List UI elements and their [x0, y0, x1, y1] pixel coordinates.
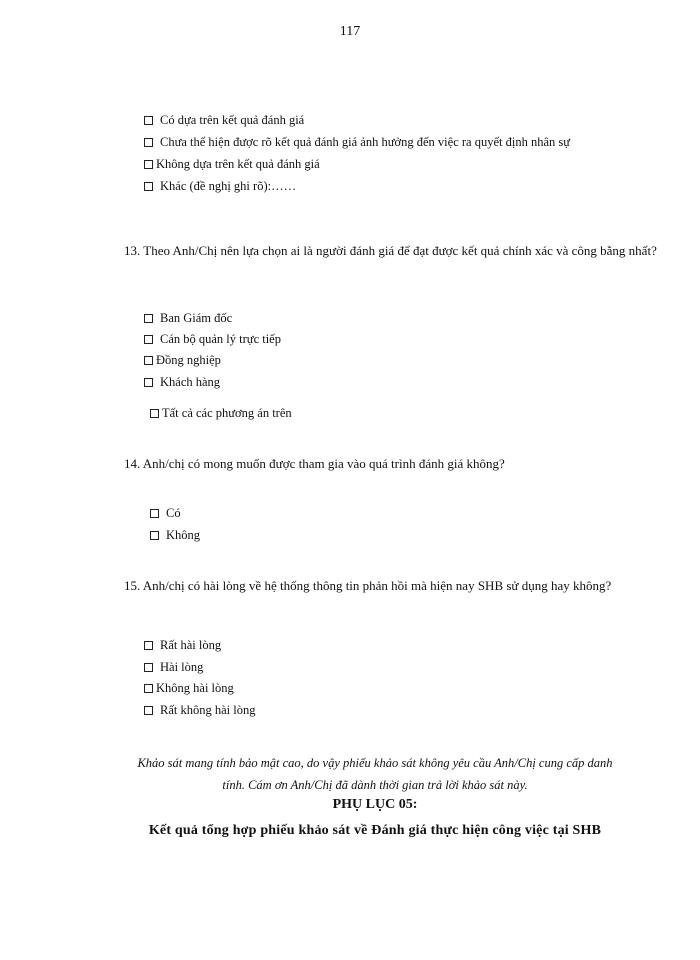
appendix-title: PHỤ LỤC 05:: [332, 797, 418, 812]
q14-option-1[interactable]: [150, 505, 181, 521]
option-label: Không hài lòng: [156, 681, 234, 695]
q13-option-4[interactable]: [144, 374, 220, 390]
q14-option-2[interactable]: [150, 527, 200, 543]
option-label: Chưa thể hiện được rõ kết quả đánh giá ảnh hưởng đến việc ra quyết định nhân sự: [160, 135, 571, 149]
question-13-text: 13. Theo Anh/Chị nên lựa chọn ai là người đánh giá để đạt được kết quả chính xác và công bằng nhất?: [124, 243, 657, 258]
q13-option-5[interactable]: [150, 405, 292, 421]
question-15-text: 15. Anh/chị có hài lòng về hệ thống thông tin phản hồi mà hiện nay SHB sử dụng hay không?: [124, 578, 612, 593]
option-label: Cán bộ quản lý trực tiếp: [160, 332, 281, 346]
checkbox-icon[interactable]: [144, 160, 153, 169]
q12-option-3[interactable]: [144, 156, 320, 172]
closing-note-line-2: tính. Cám ơn Anh/Chị đã dành thời gian trả lời khảo sát này.: [222, 778, 528, 792]
option-label: Ban Giám đốc: [160, 311, 233, 325]
q15-option-2[interactable]: [144, 659, 203, 675]
option-label: Có dựa trên kết quả đánh giá: [160, 113, 305, 127]
checkbox-icon[interactable]: [144, 182, 153, 191]
q12-option-2[interactable]: [144, 134, 570, 150]
closing-note: [0, 752, 700, 796]
option-label: Rất không hài lòng: [160, 703, 256, 717]
q13-option-1[interactable]: [144, 310, 232, 326]
checkbox-icon[interactable]: [144, 314, 153, 323]
checkbox-icon[interactable]: [144, 335, 153, 344]
checkbox-icon[interactable]: [144, 641, 153, 650]
page-number: 117: [339, 24, 361, 39]
checkbox-icon[interactable]: [144, 138, 153, 147]
checkbox-icon[interactable]: [144, 378, 153, 387]
question-14-text: 14. Anh/chị có mong muốn được tham gia vào quá trình đánh giá không?: [124, 456, 505, 471]
closing-note-line-1: Khảo sát mang tính bảo mật cao, do vậy phiếu khảo sát không yêu cầu Anh/Chị cung cấp danh: [137, 756, 613, 770]
option-label: Khác (đề nghị ghi rõ):……: [160, 179, 297, 193]
checkbox-icon[interactable]: [144, 684, 153, 693]
option-label: Rất hài lòng: [160, 638, 222, 652]
checkbox-icon[interactable]: [144, 116, 153, 125]
checkbox-icon[interactable]: [144, 356, 153, 365]
q15-option-3[interactable]: [144, 680, 234, 696]
q12-option-4[interactable]: [144, 178, 296, 194]
q15-option-1[interactable]: [144, 637, 221, 653]
q15-option-4[interactable]: [144, 702, 255, 718]
checkbox-icon[interactable]: [150, 531, 159, 540]
option-label: Không dựa trên kết quả đánh giá: [156, 157, 320, 171]
option-label: Có: [166, 506, 181, 520]
q13-option-2[interactable]: [144, 331, 281, 347]
option-label: Khách hàng: [160, 375, 221, 389]
checkbox-icon[interactable]: [144, 706, 153, 715]
option-label: Không: [166, 528, 201, 542]
checkbox-icon[interactable]: [144, 663, 153, 672]
appendix-subtitle: Kết quả tổng hợp phiếu khảo sát về Đánh giá thực hiện công việc tại SHB: [148, 823, 602, 838]
option-label: Hài lòng: [160, 660, 204, 674]
checkbox-icon[interactable]: [150, 509, 159, 518]
checkbox-icon[interactable]: [150, 409, 159, 418]
q12-option-1[interactable]: [144, 112, 304, 128]
option-label: Tất cả các phương án trên: [162, 406, 292, 420]
option-label: Đồng nghiệp: [156, 353, 221, 367]
question-13: [124, 240, 658, 262]
q13-option-3[interactable]: [144, 352, 221, 368]
